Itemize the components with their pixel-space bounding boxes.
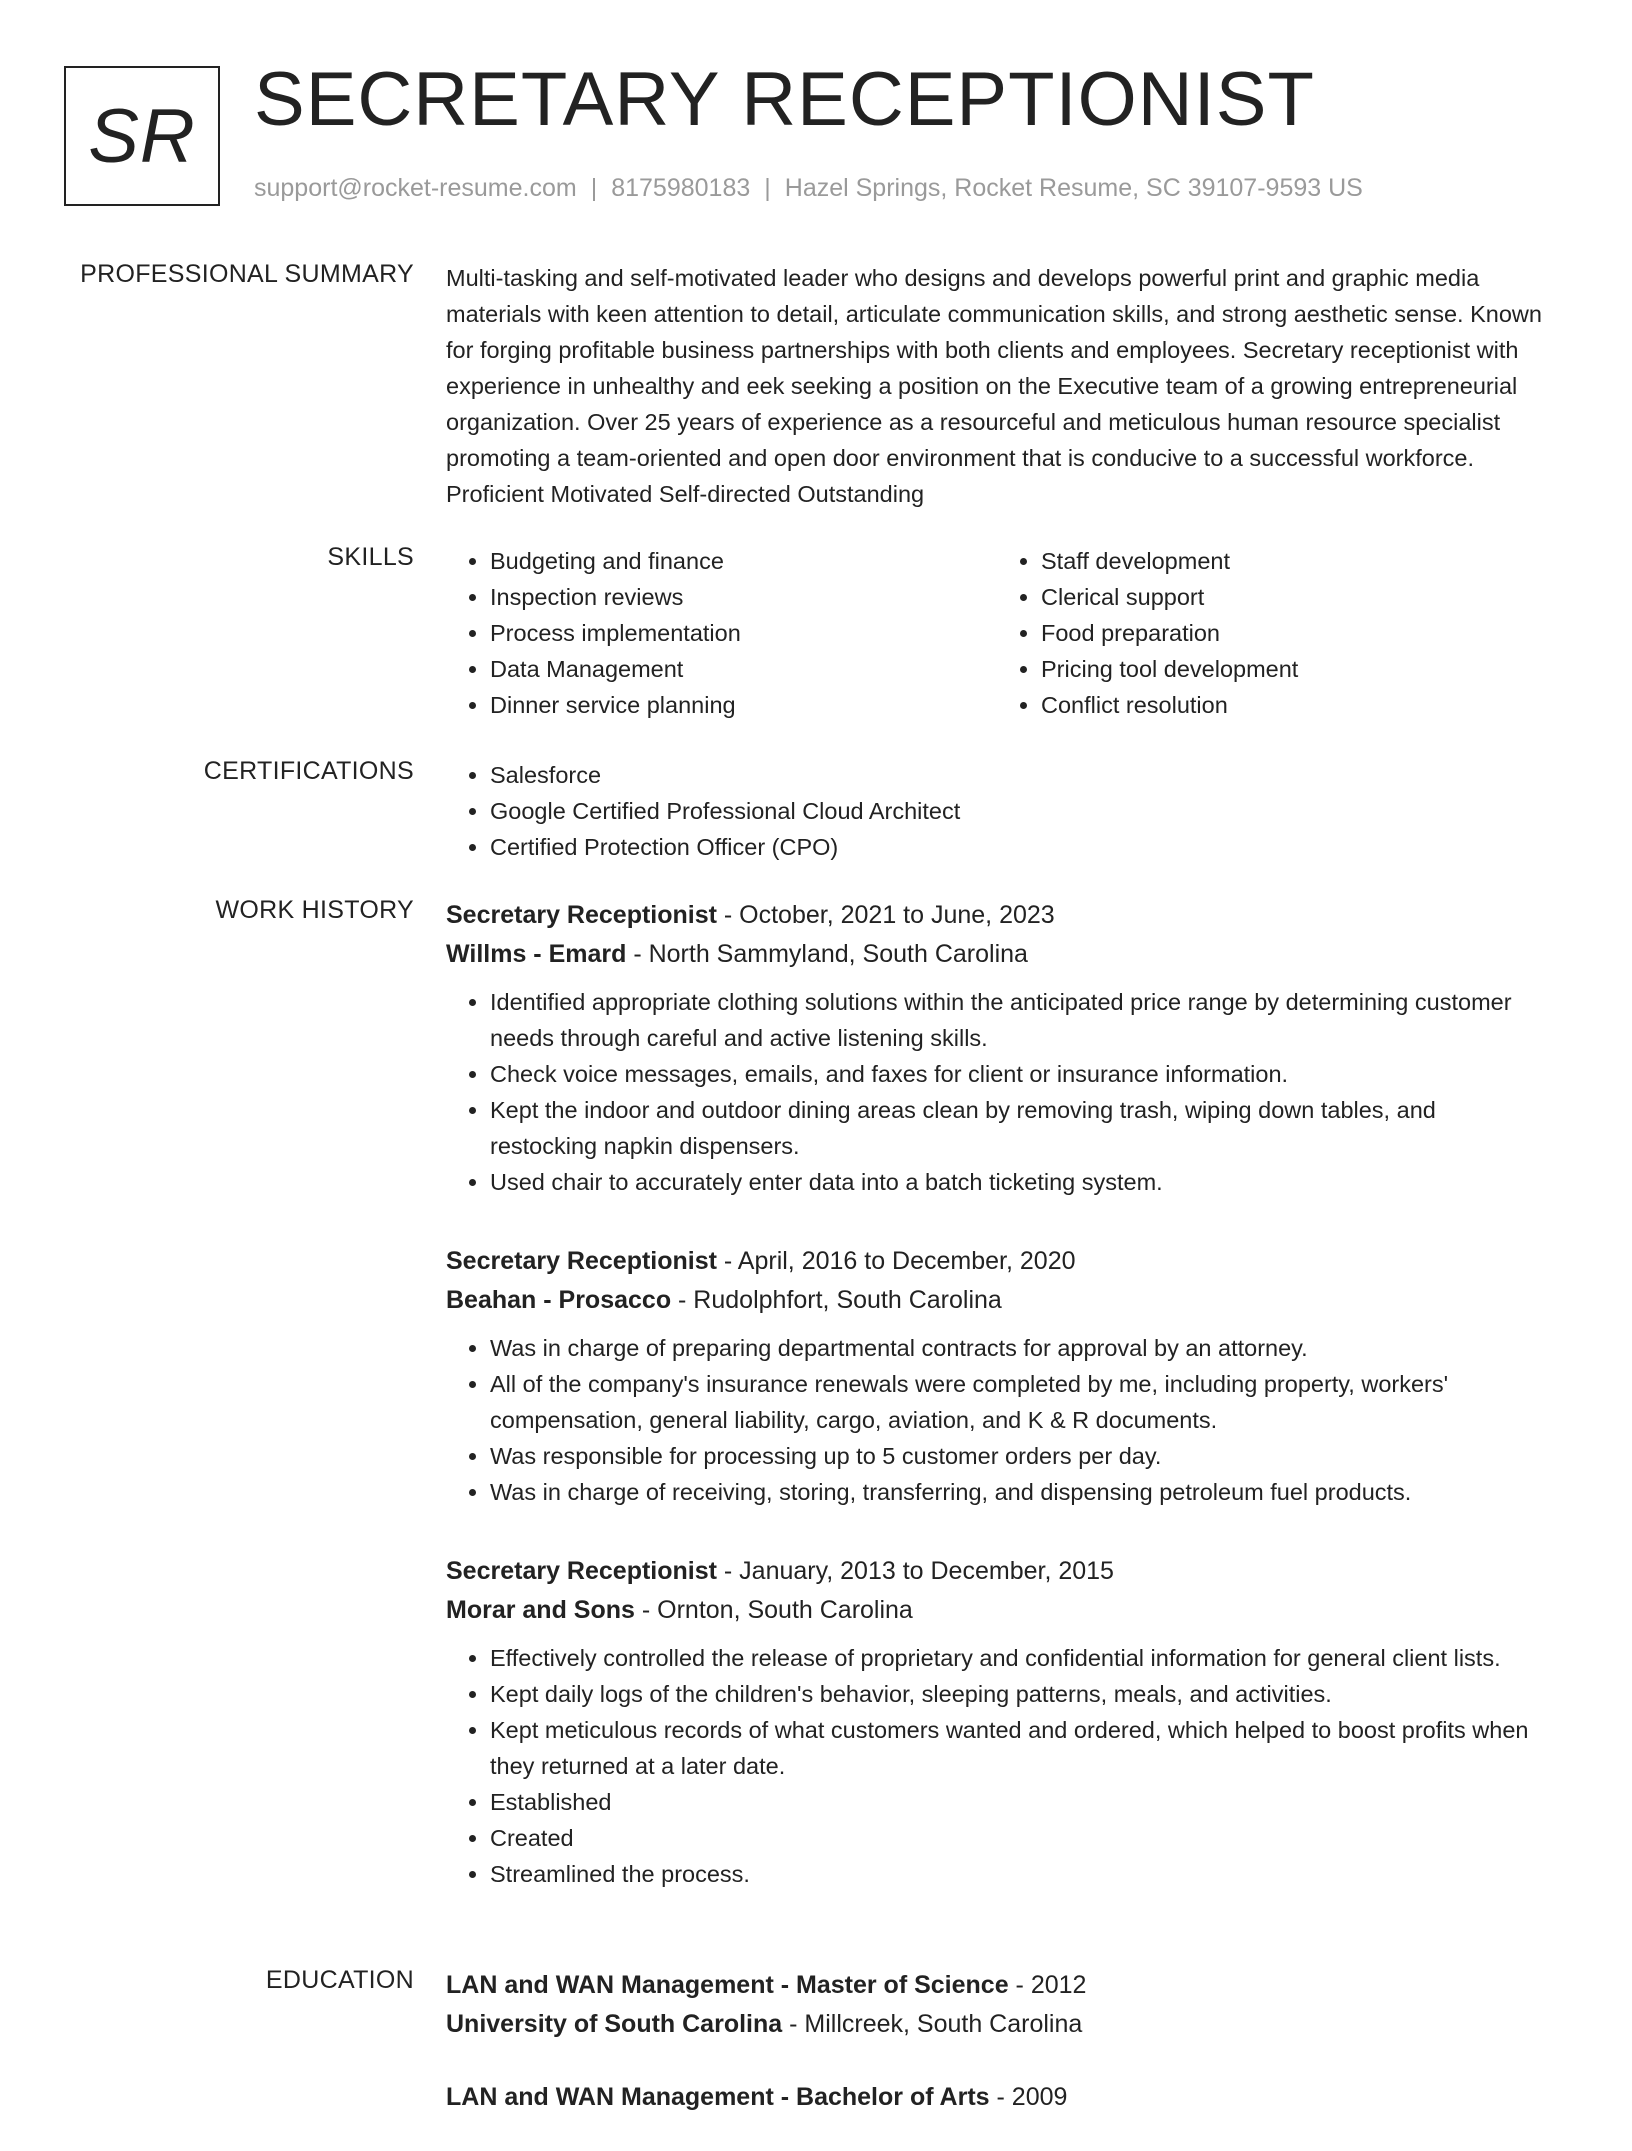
- education-degree-line: [446, 2078, 1548, 2117]
- education-school: University of South Carolina: [446, 2010, 783, 2038]
- skills-list-left: [446, 543, 997, 723]
- summary-text: Multi-tasking and self-motivated leader who designs and develops powerful print and graphic media materials with keen attention to detail, articulate communication skills, and strong aesthetic sense. Known for forging profitable business partnerships with both clients and employees. Secretary receptionist with experience in unhealthy and eek seeking a position on the Executive team of a growing entrepreneurial organization. Over 25 years of experience as a resourceful and meticulous human resource specialist promoting a team-oriented and open door environment that is conducive to a successful workforce. Proficient Motivated Self-directed Outstanding: [446, 265, 1542, 507]
- job-bullet: • Was responsible for processing up to 5 customer orders per day.: [490, 1438, 1548, 1474]
- job-bullet: • Was in charge of preparing departmental contracts for approval by an attorney.: [490, 1330, 1548, 1366]
- certification-item: • Google Certified Professional Cloud Architect: [490, 793, 1548, 829]
- education-degree-line: [446, 1966, 1548, 2005]
- monogram-badge: [64, 66, 220, 206]
- skill-item: • Data Management: [490, 651, 997, 687]
- summary-content: [446, 260, 1548, 512]
- job-company-line: [446, 1591, 1548, 1630]
- job-bullet: • Was in charge of receiving, storing, transferring, and dispensing petroleum fuel products.: [490, 1474, 1548, 1510]
- contact-line: [254, 174, 1363, 203]
- job-bullet: • Created: [490, 1820, 1548, 1856]
- job-title-line: [446, 1552, 1548, 1591]
- certification-item: • Salesforce: [490, 757, 1548, 793]
- job-title: Secretary Receptionist: [446, 1247, 717, 1275]
- contact-email[interactable]: support@rocket-resume.com: [254, 174, 577, 202]
- job-company: Morar and Sons: [446, 1596, 635, 1624]
- job-bullet: • Kept the indoor and outdoor dining areas clean by removing trash, wiping down tables, and restocking napkin dispensers.: [490, 1092, 1548, 1164]
- education-year: - 2012: [1008, 1971, 1087, 1999]
- skill-item: • Budgeting and finance: [490, 543, 997, 579]
- summary-label: PROFESSIONAL SUMMARY: [80, 260, 414, 288]
- skills-list-right: [997, 543, 1548, 723]
- contact-address: Hazel Springs, Rocket Resume, SC 39107-9593 US: [784, 174, 1363, 202]
- skill-item: • Process implementation: [490, 615, 997, 651]
- resume-title: SECRETARY RECEPTIONIST: [254, 57, 1315, 142]
- job-title-line: [446, 1242, 1548, 1281]
- job-title: Secretary Receptionist: [446, 1557, 717, 1585]
- job-bullet: • Effectively controlled the release of proprietary and confidential information for general client lists.: [490, 1640, 1548, 1676]
- job-location: - North Sammyland, South Carolina: [626, 940, 1028, 968]
- job-title: Secretary Receptionist: [446, 901, 717, 929]
- skill-item: • Food preparation: [1041, 615, 1548, 651]
- job-entry: [446, 896, 1548, 1200]
- job-location: - Rudolphfort, South Carolina: [671, 1286, 1002, 1314]
- certifications-content: [446, 757, 1548, 865]
- education-degree: LAN and WAN Management - Bachelor of Arts: [446, 2083, 990, 2111]
- job-bullets: [446, 984, 1548, 1200]
- education-year: - 2009: [989, 2083, 1068, 2111]
- job-dates: - October, 2021 to June, 2023: [716, 901, 1055, 929]
- job-bullets: [446, 1640, 1548, 1892]
- job-bullet: • Established: [490, 1784, 1548, 1820]
- job-company: Beahan - Prosacco: [446, 1286, 672, 1314]
- job-entry: [446, 1552, 1548, 1892]
- contact-phone[interactable]: 8175980183: [611, 174, 751, 202]
- education-school-line: [446, 2005, 1548, 2044]
- skill-item: • Dinner service planning: [490, 687, 997, 723]
- job-dates: - April, 2016 to December, 2020: [716, 1247, 1076, 1275]
- skill-item: • Pricing tool development: [1041, 651, 1548, 687]
- education-entry: [446, 1966, 1548, 2044]
- skill-item: • Clerical support: [1041, 579, 1548, 615]
- skill-item: • Inspection reviews: [490, 579, 997, 615]
- job-bullet: • Used chair to accurately enter data into a batch ticketing system.: [490, 1164, 1548, 1200]
- skill-item: • Conflict resolution: [1041, 687, 1548, 723]
- contact-separator: |: [764, 174, 771, 202]
- job-bullet: • All of the company's insurance renewals were completed by me, including property, workers' compensation, general liability, cargo, aviation, and K & R documents.: [490, 1366, 1548, 1438]
- job-bullet: • Kept daily logs of the children's behavior, sleeping patterns, meals, and activities.: [490, 1676, 1548, 1712]
- job-bullet: • Streamlined the process.: [490, 1856, 1548, 1892]
- job-bullet: • Kept meticulous records of what customers wanted and ordered, which helped to boost profits when they returned at a later date.: [490, 1712, 1548, 1784]
- certifications-list: [446, 757, 1548, 865]
- job-bullet: • Identified appropriate clothing solutions within the anticipated price range by determining customer needs through careful and active listening skills.: [490, 984, 1548, 1056]
- skills-label: SKILLS: [327, 543, 414, 571]
- certifications-label: CERTIFICATIONS: [203, 757, 414, 785]
- job-location: - Ornton, South Carolina: [634, 1596, 913, 1624]
- job-company-line: [446, 935, 1548, 974]
- job-company: Willms - Emard: [446, 940, 627, 968]
- job-company-line: [446, 1281, 1548, 1320]
- contact-separator: |: [590, 174, 598, 202]
- job-dates: - January, 2013 to December, 2015: [716, 1557, 1114, 1585]
- monogram-initials: SR: [88, 93, 196, 179]
- skills-content: [446, 543, 1548, 723]
- skill-item: • Staff development: [1041, 543, 1548, 579]
- work-history-label: WORK HISTORY: [215, 896, 414, 924]
- education-entry: [446, 2078, 1548, 2117]
- certification-item: • Certified Protection Officer (CPO): [490, 829, 1548, 865]
- work-history-content: [446, 896, 1548, 1934]
- education-content: [446, 1966, 1548, 2151]
- education-degree: LAN and WAN Management - Master of Science: [446, 1971, 1009, 1999]
- job-title-line: [446, 896, 1548, 935]
- education-location: - Millcreek, South Carolina: [782, 2010, 1083, 2038]
- job-bullet: • Check voice messages, emails, and faxes for client or insurance information.: [490, 1056, 1548, 1092]
- job-bullets: [446, 1330, 1548, 1510]
- education-label: EDUCATION: [265, 1966, 414, 1994]
- job-entry: [446, 1242, 1548, 1510]
